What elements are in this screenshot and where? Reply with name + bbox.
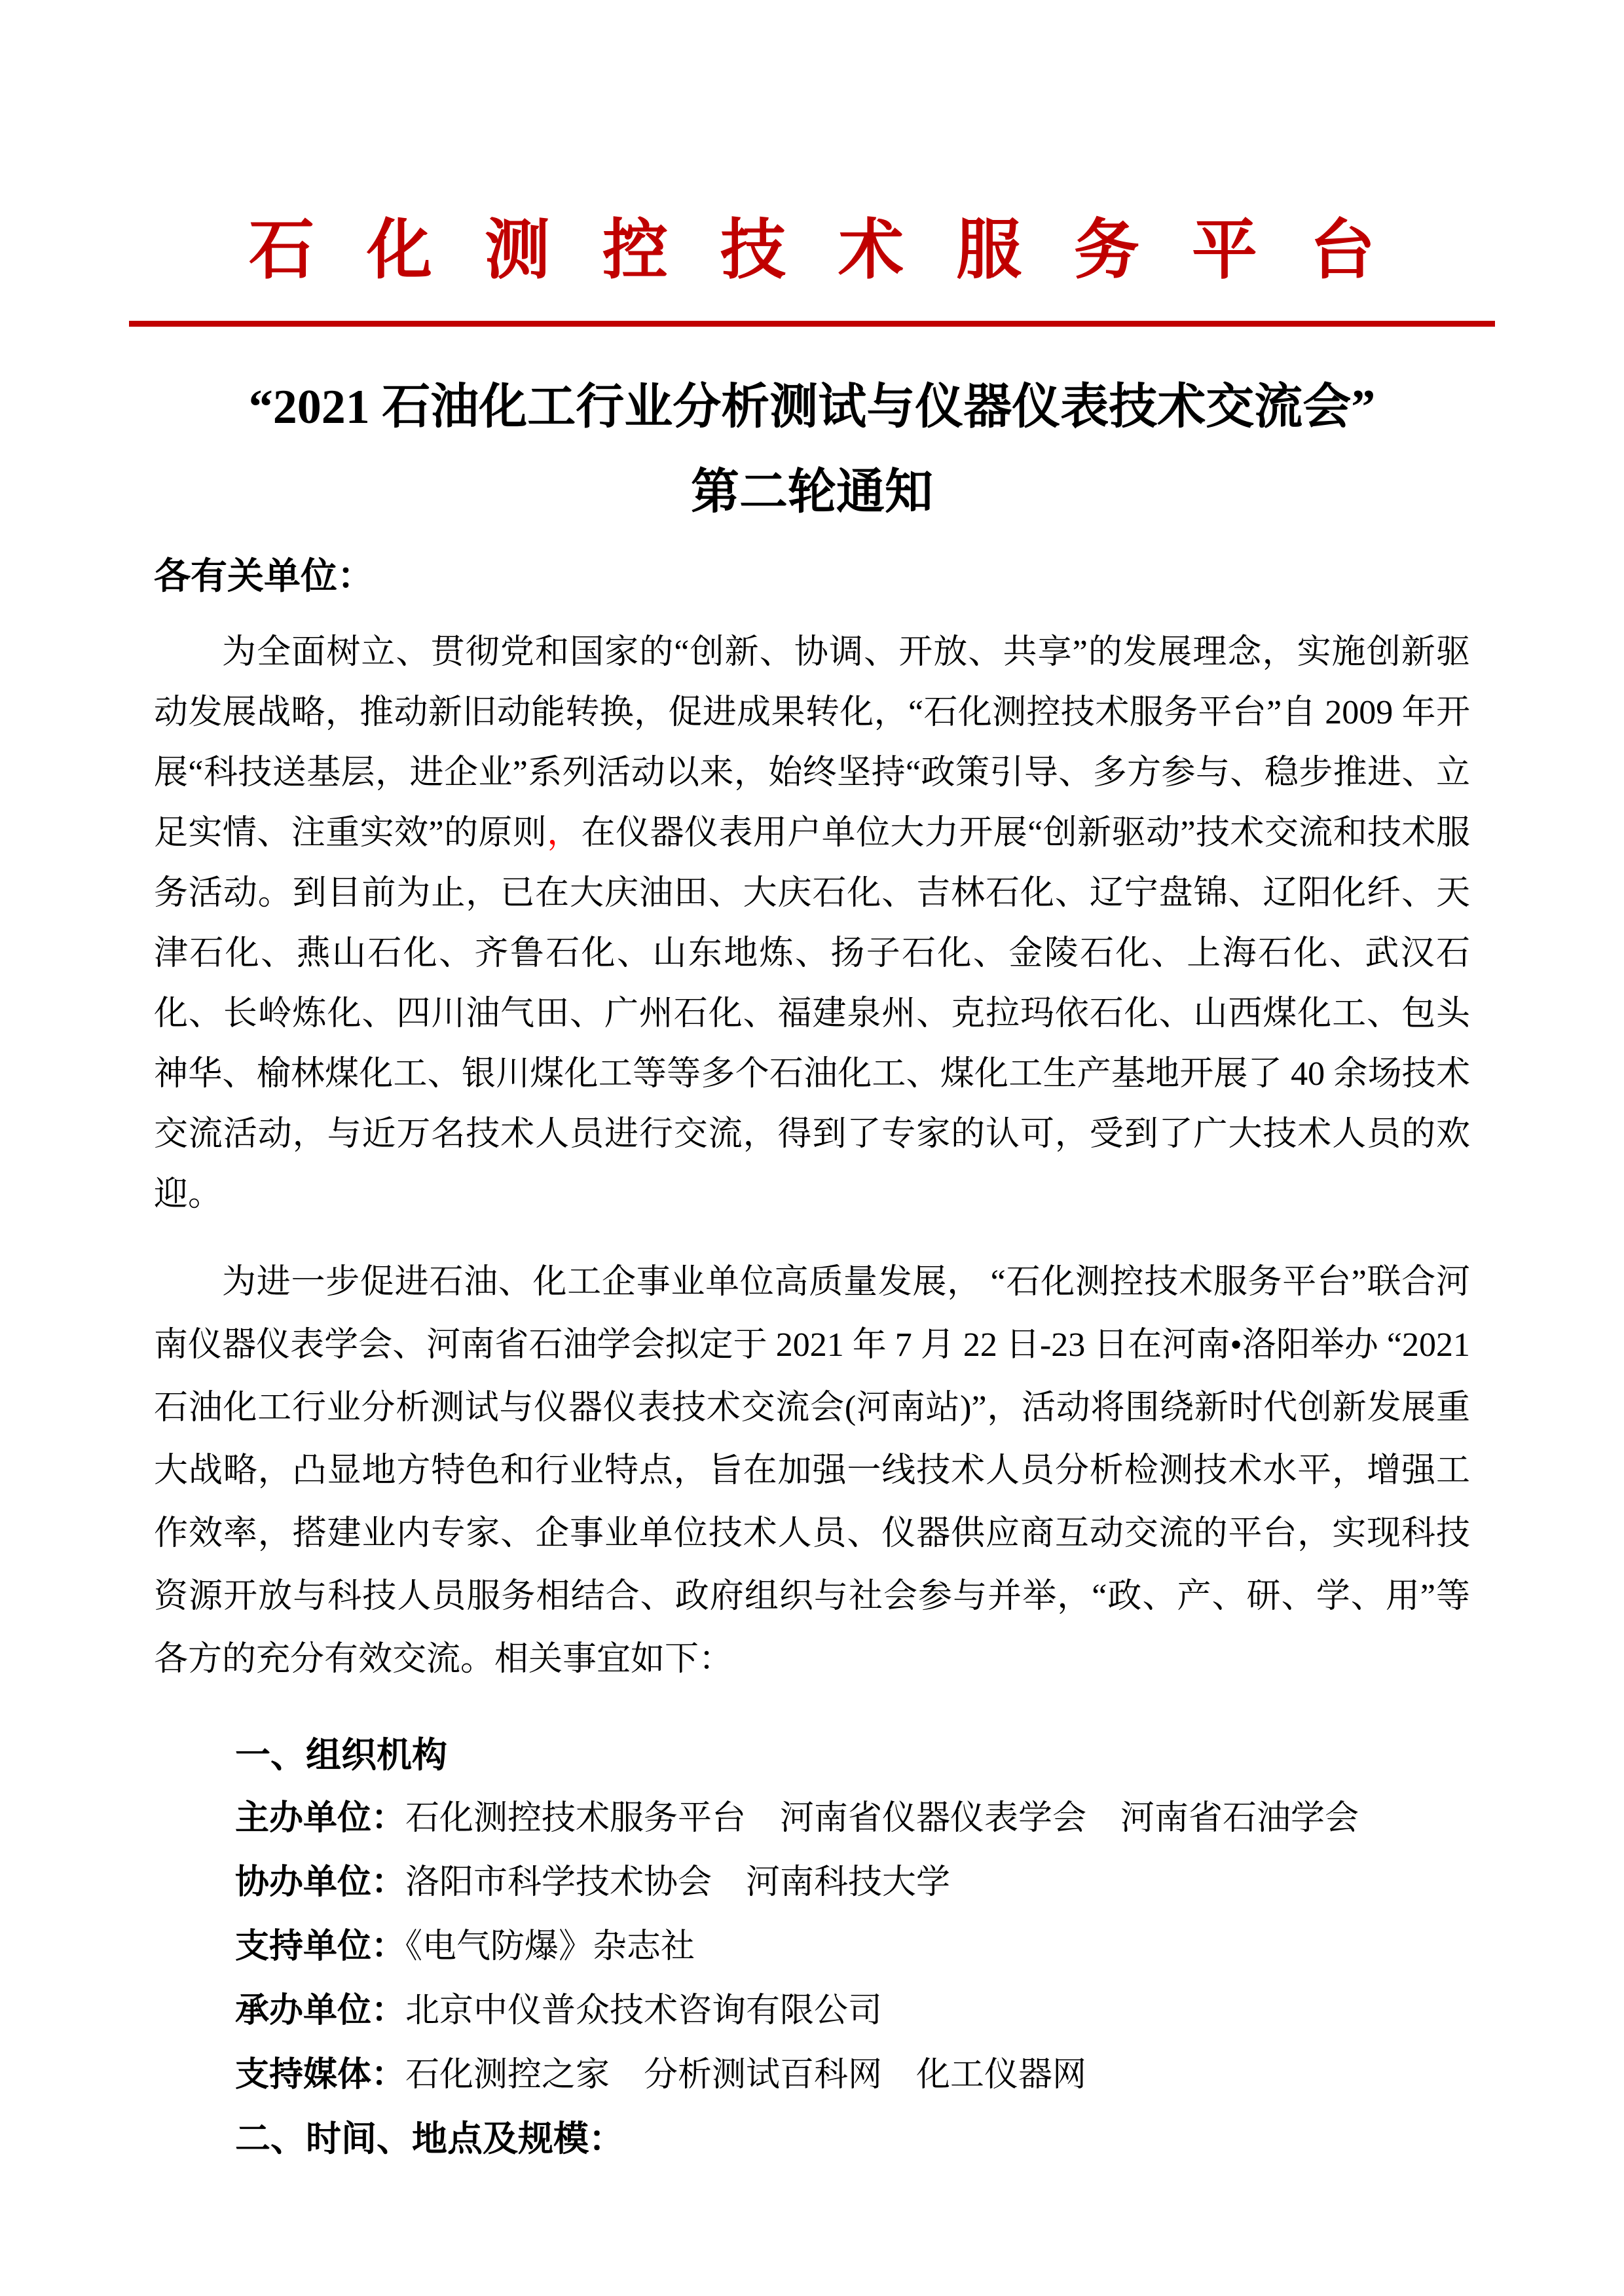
section-1-heading: 一、组织机构 <box>235 1736 447 1775</box>
org-item-supporter-label: 支持单位： <box>235 1928 406 1965</box>
doc-title-line-1: “2021 石油化工行业分析测试与仪器仪表技术交流会” <box>248 380 1376 434</box>
red-comma: ， <box>547 814 581 852</box>
org-item-coorganizer-label: 协办单位： <box>235 1864 406 1901</box>
doc-title-block <box>154 365 1470 535</box>
paragraph-intro-text-before: 为全面树立、贯彻党和国家的“创新、协调、开放、共享”的发展理念，实施创新驱动发展战略，推动新旧动能转换，促进成果转化，“石化测控技术服务平台”自 2009 年开展“科技送基层，进企业”系列活动以来，始终坚持“政策引导、多方参与、稳步推进、立足实情、注重实效”的原则 <box>154 634 1470 852</box>
org-item-media <box>154 2043 1470 2107</box>
org-item-undertaker <box>154 1979 1470 2043</box>
organization-list <box>154 1787 1470 2107</box>
org-item-media-label: 支持媒体： <box>235 2056 406 2094</box>
platform-masthead-title: 石化测控技术服务平台 <box>249 214 1428 287</box>
org-item-media-value: 石化测控之家 分析测试百科网 化工仪器网 <box>405 2056 1087 2094</box>
org-item-host <box>154 1787 1470 1851</box>
salutation: 各有关单位： <box>154 556 374 597</box>
paragraph-intro-text-after: 在仪器仪表用户单位大力开展“创新驱动”技术交流和技术服务活动。到目前为止，已在大庆油田、大庆石化、吉林石化、辽宁盘锦、辽阳化纤、天津石化、燕山石化、齐鲁石化、山东地炼、扬子石化、金陵石化、上海石化、武汉石化、长岭炼化、四川油气田、广州石化、福建泉州、克拉玛依石化、山西煤化工、包头神华、榆林煤化工、银川煤化工等等多个石油化工、煤化工生产基地开展了 40 余场技术交流活动，与近万名技术人员进行交流，得到了专家的认可，受到了广大技术人员的欢迎。 <box>154 814 1470 1213</box>
doc-title-line-2: 第二轮通知 <box>691 465 933 519</box>
section-2-heading: 二、时间、地点及规模： <box>235 2119 624 2159</box>
paragraph-event-details: 为进一步促进石油、化工企事业单位高质量发展， “石化测控技术服务平台”联合河南仪器仪表学会、河南省石油学会拟定于 2021 年 7 月 22 日-23 日在河南•洛阳举办 “2021 石油化工行业分析测试与仪器仪表技术交流会(河南站)”，活动将围绕新时代创新发展重大战略，凸显地方特色和行业特点，旨在加强一线技术人员分析检测技术水平，增强工作效率，搭建业内专家、企事业单位技术人员、仪器供应商互动交流的平台，实现科技资源开放与科技人员服务相结合、政府组织与社会参与并举，“政、产、研、学、用”等各方的充分有效交流。相关事宜如下： <box>154 1264 1470 1678</box>
paragraph-intro <box>154 623 1470 1225</box>
org-item-coorganizer <box>154 1851 1470 1915</box>
org-item-supporter <box>154 1915 1470 1979</box>
org-item-host-value: 石化测控技术服务平台 河南省仪器仪表学会 河南省石油学会 <box>405 1800 1359 1837</box>
org-item-coorganizer-value: 洛阳市科学技术协会 河南科技大学 <box>405 1864 951 1901</box>
org-item-undertaker-value: 北京中仪普众技术咨询有限公司 <box>405 1992 883 2030</box>
masthead-divider-rule <box>129 321 1495 327</box>
masthead <box>154 213 1470 327</box>
org-item-host-label: 主办单位： <box>235 1800 406 1837</box>
org-item-supporter-value: 《电气防爆》杂志社 <box>405 1928 695 1965</box>
org-item-undertaker-label: 承办单位： <box>235 1992 406 2030</box>
